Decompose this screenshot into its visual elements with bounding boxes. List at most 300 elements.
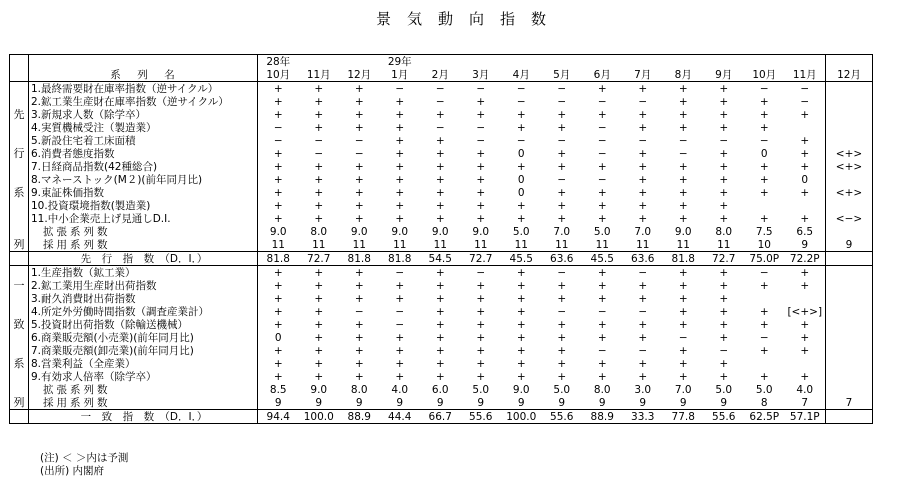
- header-months-row: [10, 68, 873, 82]
- month-header: 10月: [258, 68, 299, 82]
- value-cell: +: [273, 212, 283, 225]
- value-cell-dec: <+>: [826, 147, 873, 160]
- value-cell: +: [314, 305, 324, 318]
- value-cell: +: [516, 199, 526, 212]
- month-header: 10月: [744, 68, 785, 82]
- value-cell: +: [638, 279, 648, 292]
- index-value: 72.7: [704, 252, 745, 266]
- header-blank-12: [826, 55, 873, 69]
- value-cell: 0: [517, 173, 525, 186]
- series-name: 1.生産指数（鉱工業）: [29, 266, 258, 280]
- adopted-count-row: [10, 396, 873, 410]
- value-cell: +: [557, 357, 567, 370]
- value-cell: 9: [396, 396, 404, 409]
- value-cell: −: [380, 82, 421, 96]
- value-cell: +: [273, 199, 283, 212]
- value-cell: 11: [433, 238, 447, 251]
- series-name: 8.マネーストック(M２)(前年同月比): [29, 173, 258, 186]
- series-row: [10, 186, 873, 199]
- value-cell: +: [476, 370, 486, 383]
- index-value: 88.9: [582, 410, 623, 424]
- value-cell: −: [516, 95, 526, 108]
- value-cell: 9: [315, 396, 323, 409]
- value-cell-dec: 7: [826, 396, 873, 410]
- value-cell: 9: [477, 396, 485, 409]
- index-row: [10, 252, 873, 266]
- value-cell: +: [597, 212, 607, 225]
- value-cell: −: [476, 134, 486, 147]
- header-corner-2: [10, 68, 29, 82]
- header-cell: [299, 55, 340, 69]
- value-cell: +: [516, 305, 526, 318]
- value-cell: +: [800, 318, 810, 331]
- value-cell: +: [435, 292, 445, 305]
- value-cell: +: [516, 121, 526, 134]
- section-side-label: [10, 134, 29, 147]
- index-value-dec: [826, 252, 873, 266]
- value-cell: +: [638, 186, 648, 199]
- value-cell: +: [719, 279, 729, 292]
- index-value: 75.0P: [744, 252, 785, 266]
- series-name: 10.投資環境指数(製造業): [29, 199, 258, 212]
- value-cell: +: [597, 160, 607, 173]
- value-cell: −: [597, 173, 607, 186]
- value-cell: +: [354, 186, 364, 199]
- series-row: [10, 305, 873, 318]
- value-cell: 10: [757, 238, 771, 251]
- value-cell: +: [638, 318, 648, 331]
- value-cell: −: [461, 82, 502, 96]
- value-cell: [785, 199, 826, 212]
- value-cell: +: [273, 318, 283, 331]
- value-cell: +: [435, 147, 445, 160]
- header-cell: [420, 55, 461, 69]
- value-cell: +: [395, 160, 405, 173]
- value-cell: +: [678, 292, 688, 305]
- value-cell: −: [314, 134, 324, 147]
- extended-count-row: [10, 383, 873, 396]
- value-cell: +: [638, 173, 648, 186]
- value-cell: 5.0: [715, 383, 733, 396]
- section-side-label: 先: [10, 108, 29, 121]
- header-cell: [501, 55, 542, 69]
- value-cell: +: [557, 147, 567, 160]
- value-cell: +: [314, 357, 324, 370]
- series-name: 4.所定外労働時間指数（調査産業計）: [29, 305, 258, 318]
- value-cell: +: [800, 108, 810, 121]
- value-cell: +: [719, 95, 729, 108]
- series-name: 7.商業販売額(卸売業)(前年同月比): [29, 344, 258, 357]
- value-cell: +: [435, 186, 445, 199]
- value-cell: +: [476, 108, 486, 121]
- value-cell: +: [759, 212, 769, 225]
- value-cell: −: [678, 331, 688, 344]
- series-name: 拡張系列数: [29, 383, 258, 396]
- series-row: [10, 370, 873, 383]
- value-cell: 11: [717, 238, 731, 251]
- index-label: 先 行 指 数 （D．I．）: [29, 252, 258, 266]
- value-cell: +: [557, 331, 567, 344]
- value-cell: +: [476, 95, 486, 108]
- value-cell: −: [759, 331, 769, 344]
- value-cell: 9: [517, 396, 525, 409]
- value-cell: +: [557, 186, 567, 199]
- value-cell: +: [719, 199, 729, 212]
- value-cell: −: [719, 344, 729, 357]
- value-cell: +: [800, 147, 810, 160]
- value-cell: +: [759, 370, 769, 383]
- value-cell: 6.0: [431, 383, 449, 396]
- value-cell: 9.0: [674, 225, 692, 238]
- value-cell: +: [476, 147, 486, 160]
- value-cell: 7.0: [634, 225, 652, 238]
- value-cell: +: [395, 357, 405, 370]
- value-cell: +: [395, 134, 405, 147]
- value-cell: −: [273, 121, 283, 134]
- value-cell: +: [582, 82, 623, 96]
- value-cell: 7.0: [553, 225, 571, 238]
- value-cell: 0: [760, 147, 768, 160]
- value-cell: +: [678, 108, 688, 121]
- value-cell: −: [597, 121, 607, 134]
- value-cell: +: [678, 305, 688, 318]
- section-side-label: [10, 82, 29, 96]
- value-cell: +: [678, 212, 688, 225]
- value-cell: +: [719, 305, 729, 318]
- value-cell: +: [354, 173, 364, 186]
- value-cell: +: [678, 173, 688, 186]
- month-header: 5月: [542, 68, 583, 82]
- value-cell: +: [435, 212, 445, 225]
- value-cell: [744, 357, 785, 370]
- extended-count-row: [10, 225, 873, 238]
- index-value: 62.5P: [744, 410, 785, 424]
- value-cell: +: [663, 82, 704, 96]
- series-row: [10, 108, 873, 121]
- series-name: 5.新設住宅着工床面積: [29, 134, 258, 147]
- header-years-row: [10, 55, 873, 69]
- value-cell: 9.0: [391, 225, 409, 238]
- value-cell: −: [420, 82, 461, 96]
- value-cell: +: [557, 199, 567, 212]
- value-cell: +: [800, 212, 810, 225]
- value-cell: +: [597, 292, 607, 305]
- value-cell: 9.0: [350, 225, 368, 238]
- value-cell: +: [299, 82, 340, 96]
- section-side-label: [10, 121, 29, 134]
- month-header: 6月: [582, 68, 623, 82]
- value-cell: 9.0: [472, 225, 490, 238]
- value-cell: +: [314, 292, 324, 305]
- header-cell: [542, 55, 583, 69]
- value-cell: +: [395, 292, 405, 305]
- value-cell-dec: [826, 357, 873, 370]
- value-cell: +: [435, 370, 445, 383]
- value-cell: 7.5: [755, 225, 773, 238]
- value-cell: +: [557, 279, 567, 292]
- value-cell-dec: [826, 305, 873, 318]
- page-title: 景気動向指数: [375, 10, 562, 28]
- value-cell: +: [759, 318, 769, 331]
- value-cell: −: [557, 95, 567, 108]
- value-cell: −: [314, 147, 324, 160]
- value-cell: +: [435, 305, 445, 318]
- value-cell: −: [380, 266, 421, 280]
- value-cell: 8.0: [350, 383, 368, 396]
- value-cell: 11: [352, 238, 366, 251]
- value-cell: +: [476, 186, 486, 199]
- value-cell: 11: [595, 238, 609, 251]
- value-cell: +: [516, 212, 526, 225]
- value-cell: 5.0: [593, 225, 611, 238]
- value-cell: +: [354, 212, 364, 225]
- index-label: 一 致 指 数 （D．I．）: [29, 410, 258, 424]
- value-cell: +: [314, 95, 324, 108]
- value-cell: +: [800, 160, 810, 173]
- value-cell: +: [557, 108, 567, 121]
- value-cell: +: [395, 121, 405, 134]
- value-cell: +: [719, 147, 729, 160]
- series-row: [10, 82, 873, 96]
- value-cell: [785, 121, 826, 134]
- value-cell: +: [395, 186, 405, 199]
- value-cell: +: [759, 173, 769, 186]
- value-cell-dec: [826, 199, 873, 212]
- value-cell-dec: [826, 383, 873, 396]
- series-row: [10, 95, 873, 108]
- value-cell: −: [638, 134, 648, 147]
- value-cell: +: [395, 147, 405, 160]
- value-cell: 5.0: [553, 383, 571, 396]
- index-value: 81.8: [339, 252, 380, 266]
- value-cell: +: [719, 212, 729, 225]
- index-row: [10, 410, 873, 424]
- value-cell: +: [759, 121, 769, 134]
- value-cell: +: [476, 173, 486, 186]
- value-cell: [<+>]: [787, 305, 823, 318]
- value-cell-dec: [826, 225, 873, 238]
- index-value: 81.8: [663, 252, 704, 266]
- section-side-label: 系: [10, 186, 29, 199]
- value-cell: +: [395, 199, 405, 212]
- header-cell: [704, 55, 745, 69]
- value-cell: +: [314, 199, 324, 212]
- value-cell: +: [678, 199, 688, 212]
- value-cell-dec: [826, 331, 873, 344]
- value-cell: +: [719, 186, 729, 199]
- value-cell: +: [354, 95, 364, 108]
- section-side-blank: [10, 410, 29, 424]
- value-cell: −: [597, 147, 607, 160]
- value-cell: +: [273, 344, 283, 357]
- section-side-label: [10, 331, 29, 344]
- series-name: 4.実質機械受注（製造業）: [29, 121, 258, 134]
- notes: [40, 452, 128, 478]
- value-cell: [785, 292, 826, 305]
- index-value: 66.7: [420, 410, 461, 424]
- index-value: 55.6: [704, 410, 745, 424]
- index-value: 55.6: [461, 410, 502, 424]
- value-cell: +: [516, 344, 526, 357]
- value-cell: +: [719, 121, 729, 134]
- value-cell: +: [638, 147, 648, 160]
- value-cell: 8: [760, 396, 768, 409]
- index-value: 55.6: [542, 410, 583, 424]
- value-cell: +: [719, 292, 729, 305]
- value-cell: +: [597, 318, 607, 331]
- value-cell: +: [597, 370, 607, 383]
- value-cell: 11: [312, 238, 326, 251]
- value-cell: 11: [271, 238, 285, 251]
- series-row: [10, 199, 873, 212]
- value-cell-dec: [826, 108, 873, 121]
- value-cell: −: [638, 344, 648, 357]
- value-cell: 11: [676, 238, 690, 251]
- series-name: 6.消費者態度指数: [29, 147, 258, 160]
- value-cell: −: [557, 305, 567, 318]
- value-cell: −: [354, 305, 364, 318]
- value-cell: +: [785, 266, 826, 280]
- value-cell: +: [557, 160, 567, 173]
- value-cell: +: [314, 186, 324, 199]
- value-cell: +: [516, 370, 526, 383]
- value-cell: 9: [558, 396, 566, 409]
- value-cell: 7: [801, 396, 809, 409]
- value-cell: 0: [274, 331, 282, 344]
- month-header: 11月: [785, 68, 826, 82]
- value-cell-dec: [826, 266, 873, 280]
- value-cell: 9: [436, 396, 444, 409]
- value-cell: [785, 357, 826, 370]
- header-cell: [461, 55, 502, 69]
- value-cell: −: [557, 173, 567, 186]
- value-cell: 3.0: [634, 383, 652, 396]
- series-name: 9.有効求人倍率（除学卒）: [29, 370, 258, 383]
- section-side-label: 一: [10, 279, 29, 292]
- value-cell: +: [623, 82, 664, 96]
- value-cell: −: [476, 121, 486, 134]
- value-cell: +: [638, 331, 648, 344]
- value-cell: +: [258, 82, 299, 96]
- value-cell: −: [800, 95, 810, 108]
- value-cell: +: [557, 121, 567, 134]
- series-row: [10, 121, 873, 134]
- value-cell: +: [476, 212, 486, 225]
- series-name: 採用系列数: [29, 238, 258, 252]
- series-name: 3.新規求人数（除学卒）: [29, 108, 258, 121]
- value-cell: −: [719, 134, 729, 147]
- value-cell: 9: [679, 396, 687, 409]
- value-cell: +: [273, 279, 283, 292]
- index-value: 94.4: [258, 410, 299, 424]
- value-cell: 9: [598, 396, 606, 409]
- value-cell: +: [557, 318, 567, 331]
- series-row: [10, 173, 873, 186]
- series-name: 5.投資財出荷指数（除輸送機械）: [29, 318, 258, 331]
- value-cell: +: [597, 331, 607, 344]
- value-cell: +: [719, 357, 729, 370]
- header-cell: [744, 55, 785, 69]
- value-cell: +: [395, 344, 405, 357]
- value-cell: +: [354, 370, 364, 383]
- header-cell: [623, 55, 664, 69]
- value-cell: +: [759, 108, 769, 121]
- series-name: 11.中小企業売上げ見通しD.I.: [29, 212, 258, 225]
- value-cell: +: [476, 318, 486, 331]
- value-cell: +: [435, 318, 445, 331]
- value-cell: +: [314, 318, 324, 331]
- section-side-label: [10, 383, 29, 396]
- value-cell: 8.0: [593, 383, 611, 396]
- value-cell: +: [516, 160, 526, 173]
- value-cell: −: [542, 82, 583, 96]
- index-value: 77.8: [663, 410, 704, 424]
- series-row: [10, 279, 873, 292]
- value-cell: +: [354, 292, 364, 305]
- value-cell: +: [395, 331, 405, 344]
- adopted-count-row: [10, 238, 873, 252]
- value-cell: +: [395, 95, 405, 108]
- index-value: 72.2P: [785, 252, 826, 266]
- value-cell: 0: [517, 147, 525, 160]
- section-side-label: 系: [10, 357, 29, 370]
- value-cell: +: [273, 173, 283, 186]
- value-cell: 11: [393, 238, 407, 251]
- series-name: 3.耐久消費財出荷指数: [29, 292, 258, 305]
- series-name-header: 系 列 名: [29, 68, 258, 82]
- value-cell: −: [354, 134, 364, 147]
- section-side-label: [10, 266, 29, 280]
- value-cell: +: [638, 160, 648, 173]
- value-cell: +: [354, 199, 364, 212]
- series-name: 9.東証株価指数: [29, 186, 258, 199]
- value-cell: +: [273, 357, 283, 370]
- value-cell: +: [638, 108, 648, 121]
- value-cell: +: [719, 318, 729, 331]
- month-header: 12月: [826, 68, 873, 82]
- value-cell: +: [435, 357, 445, 370]
- value-cell: +: [516, 292, 526, 305]
- series-name: 1.最終需要財在庫率指数（逆サイクル）: [29, 82, 258, 96]
- value-cell: +: [339, 266, 380, 280]
- value-cell: +: [800, 370, 810, 383]
- section-side-label: 行: [10, 147, 29, 160]
- value-cell: +: [678, 95, 688, 108]
- value-cell: 11: [514, 238, 528, 251]
- value-cell: +: [759, 305, 769, 318]
- section-side-label: [10, 225, 29, 238]
- month-header: 8月: [663, 68, 704, 82]
- value-cell: 11: [636, 238, 650, 251]
- value-cell: +: [395, 370, 405, 383]
- value-cell: +: [435, 331, 445, 344]
- index-value: 100.0: [299, 410, 340, 424]
- index-value-dec: [826, 410, 873, 424]
- value-cell: +: [314, 331, 324, 344]
- index-value: 63.6: [623, 252, 664, 266]
- value-cell-dec: [826, 318, 873, 331]
- value-cell: +: [582, 266, 623, 280]
- value-cell: −: [516, 134, 526, 147]
- value-cell-dec: [826, 82, 873, 96]
- header-corner: [10, 55, 29, 69]
- value-cell: 5.0: [755, 383, 773, 396]
- value-cell: +: [800, 279, 810, 292]
- value-cell: +: [273, 370, 283, 383]
- value-cell: +: [395, 108, 405, 121]
- value-cell: [744, 199, 785, 212]
- value-cell: −: [785, 82, 826, 96]
